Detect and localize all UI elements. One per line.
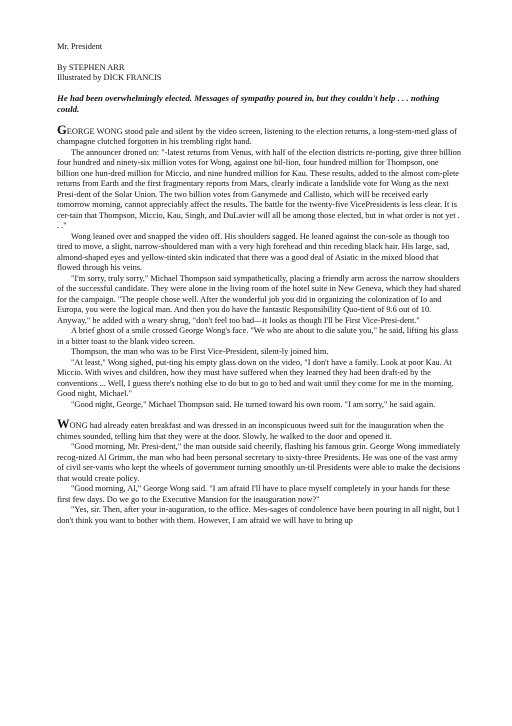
body-paragraph: "Yes, sir. Then, after your in-auguration, to the office. Mes-sages of condolence have been pouring in all night, but I don't think you want to bother with them. However, I am afraid we will have to bring up (57, 505, 460, 525)
story-section-2 (57, 419, 462, 526)
story-title: Mr. President (57, 42, 103, 51)
story-section-1 (57, 122, 462, 411)
body-paragraph: "Good morning, Mr. Presi-dent," the man outside said cheerily, flashing his famous grin. George Wong immediately recog-nized Al Grimm, the man who had been personal secretary to sixty-three Presidents. He was one of the vast army of civil ser-vants who kept the wheels of government turning smoothly un-til Presidents were able to make the decisions that would create policy. (57, 442, 461, 483)
illustrator-credit: Illustrated by DICK FRANCIS (57, 73, 162, 82)
paragraph-text: ONG had already eaten breakfast and was dressed in an inconspicuous tweed suit for the inauguration when the chimes sounded, telling him that they were at the door. Slowly, he walked to the door and opened it. (57, 421, 444, 441)
author-byline: By STEPHEN ARR (57, 62, 125, 72)
drop-cap-initial: G (57, 122, 67, 137)
body-paragraph: "Good night, George," Michael Thompson said. He turned toward his own room. "I am sorry," he said again. (71, 399, 436, 409)
body-paragraph (57, 122, 462, 148)
body-paragraph (57, 419, 462, 442)
document-page (57, 42, 462, 535)
paragraph-text: EORGE WONG stood pale and silent by the video screen, listening to the election returns, a long-stem-med glass of champagne clutched forgotten in his trembling right hand. (57, 126, 457, 146)
drop-cap-initial: W (57, 417, 70, 431)
body-paragraph: Thompson, the man who was to be First Vice-President, silent-ly joined him. (71, 347, 329, 356)
body-paragraph: Wong leaned over and snapped the video off. His shoulders sagged. He leaned against the con-sole as though too tired to move, a slight, narrow-shouldered man with a very high forehead and thin receding black hair. His large, sad, almond-shaped eyes and yellow-tinted skin indicated that there was a good deal of Asiatic in the mixed blood that flowed through his veins. (57, 231, 450, 272)
body-paragraph: "Good morning, Al," George Wong said. "I am afraid I'll have to place myself completely in your hands for these first few days. Do we go to the Executive Mansion for the inauguration now?" (57, 484, 450, 504)
body-paragraph: A brief ghost of a smile crossed George Wong's face. "We who are about to die salute you," he said, lifting his glass in a bitter toast to the blank video screen. (57, 326, 458, 346)
body-paragraph: "At least," Wong sighed, put-ting his empty glass down on the video, "I don't have a family. Look at poor Kau. At Miccio. With wives and children, how they must have suffered when they learned they had been draft-ed by the conventions ... Well, I guess there's nothing else to do but to go to bed and wait until they come for me in the morning. Good night, Michael." (57, 357, 454, 398)
story-teaser: He had been overwhelmingly elected. Messages of sympathy poured in, but they couldn't help . . . nothing could. (57, 92, 440, 114)
body-paragraph: The announcer droned on: "-latest returns from Venus, with half of the election districts re-porting, give three billion four hundred and ninety-six million votes for Wong, against one bil-lion, four hundred million for Thompson, one billion one hun-dred million for Miccio, and nine hundred million for Kau. These results, added to the almost com-plete returns from Earth and the first fragmentary reports from Mars, clearly indicate a landslide vote for Wong as the next Presi-dent of the Solar Union. The two billion votes from Ganymede and Callisto, which will be received early tomorrow morning, cannot appreciably affect the results. The battle for the twenty-five VicePresidents is less clear. It is cer-tain that Thompson, Miccio, Kau, Singh, and DuLavier will all be among those elected, but in what order is not yet . . ." (57, 147, 462, 230)
body-paragraph: "I'm sorry, truly sorry," Michael Thompson said sympathetically, placing a friendly arm across the narrow shoulders of the successful candidate. They were alone in the living room of the hotel suite in New Geneva, which they had shared for the campaign. "The people chose well. After the wonderful job you did in organizing the colonization of Io and Europa, you were the logical man. And then you do have the fantastic Responsibility Quo-tient of 9.6 out of 10. Anyway," he added with a weary shrug, "don't feel too bad—it looks as though I'll be First Vice-Presi-dent." (57, 273, 461, 325)
